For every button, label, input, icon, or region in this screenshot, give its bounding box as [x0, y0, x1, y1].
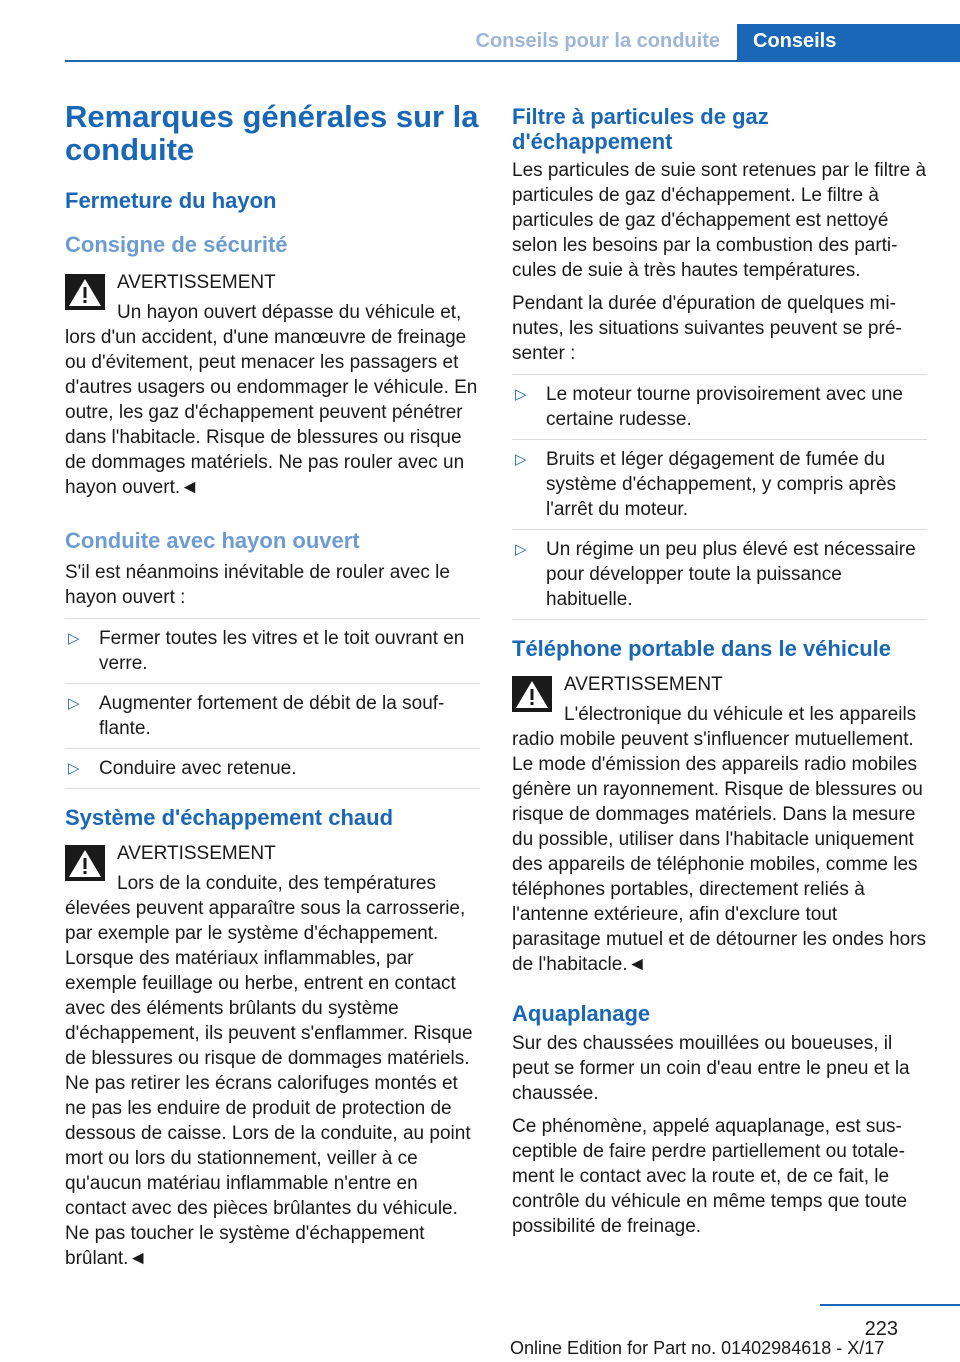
page-header [0, 0, 960, 62]
triangle-right-icon: ▷ [515, 451, 527, 468]
warning-text: L'électronique du véhicule et les appareils radio mobile peuvent s'influencer mutuellement. Le mode d'émission des appareils radio mobiles génère un rayonnement. Risque de blessures ou risque de dommages matériels. Dans la mesure du possible, utiliser dans l'habitacle uniquement des appareils de téléphonie mobiles, comme les téléphones portables, directement reliés à l'antenne extérieure, afin d'exclure tout parasitage mutuel et de détourner les ondes hors de l'habitacle.◄ [512, 704, 927, 975]
warning-triangle-icon [512, 676, 552, 712]
heading-systeme-echappement: Système d'échappement chaud [65, 805, 394, 830]
right-column [512, 100, 927, 1247]
warning-triangle-icon [65, 845, 105, 881]
triangle-right-icon: ▷ [68, 760, 80, 777]
warning-block [65, 270, 480, 500]
subheading-consigne-securite: Consigne de sécurité [65, 232, 288, 257]
list-item: ▷ Bruits et léger dégagement de fumée du système d'échappement, y compris après l'arrêt du moteur. [512, 440, 927, 530]
page-title: Remarques générales sur la conduite [65, 99, 479, 167]
heading-fermeture-hayon: Fermeture du hayon [65, 188, 277, 213]
header-rule [65, 60, 960, 62]
bullet-list [65, 618, 480, 789]
warning-text: Lors de la conduite, des températures élevées peuvent apparaître sous la carrosserie, par exemple par le système d'échappement. Lorsque des matériaux inflammables, par exemple feuillage ou herbe, entrent en contact avec des éléments brûlants du système d'échappement, ils peuvent s'enflammer. Risque de blessures ou risque de dommages matériels. Ne pas retirer les écrans calorifuges montés et ne pas les enduire de produit de protection de dessous de caisse. Lors de la conduite, au point mort ou lors du stationnement, veiller à ce qu'aucun matériau inflammable n'entre en contact avec des pièces brûlantes du véhicule. Ne pas toucher le système d'échappement brûlant.◄ [65, 873, 473, 1269]
bullet-list [512, 374, 927, 620]
paragraph: Pendant la durée d'épuration de quelques minutes, les situations suivantes peuvent se présenter : [512, 293, 902, 364]
page-number: 223 [864, 1318, 898, 1340]
paragraph: Sur des chaussées mouillées ou boueuses, il peut se former un coin d'eau entre le pneu et la chaussée. [512, 1033, 910, 1104]
triangle-right-icon: ▷ [68, 695, 80, 712]
left-column [65, 100, 480, 1285]
list-item: ▷ Fermer toutes les vitres et le toit ouvrant en verre. [65, 618, 480, 684]
list-item: ▷ Conduire avec retenue. [65, 749, 480, 789]
paragraph: Ce phénomène, appelé aquaplanage, est susceptible de faire perdre partiellement ou totalement le contact avec la route et, de ce fait, le contrôle du véhicule en même temps que toute possibilité de freinage. [512, 1116, 908, 1237]
paragraph: S'il est néanmoins inévitable de rouler avec le hayon ouvert : [65, 562, 450, 608]
warning-label: AVERTISSEMENT [117, 272, 276, 293]
heading-filtre-particules: Filtre à particules de gaz d'échappement [512, 104, 769, 154]
warning-block [65, 841, 480, 1271]
warning-block [512, 672, 927, 977]
warning-text: Un hayon ouvert dépasse du véhicule et, lors d'un accident, d'une manœuvre de freinage ou d'évitement, peut menacer les passagers et d'autres usagers ou endommager le véhicule. En outre, les gaz d'échappement peuvent pénétrer dans l'habitacle. Risque de blessures ou risque de dommages matériels. Ne pas rouler avec un hayon ouvert.◄ [65, 302, 478, 498]
subheading-conduite-hayon-ouvert: Conduite avec hayon ouvert [65, 528, 360, 553]
warning-label: AVERTISSEMENT [564, 674, 723, 695]
header-section-tab: Conseils [737, 24, 960, 62]
heading-aquaplanage: Aquaplanage [512, 1001, 651, 1026]
footer-rule [820, 1304, 960, 1306]
list-item: ▷ Le moteur tourne provisoirement avec une certaine rudesse. [512, 374, 927, 440]
triangle-right-icon: ▷ [515, 541, 527, 558]
warning-triangle-icon [65, 274, 105, 310]
triangle-right-icon: ▷ [515, 386, 527, 403]
paragraph: Les particules de suie sont retenues par le filtre à particules de gaz d'échappement. Le filtre à particules de gaz d'échappement est nettoyé selon les besoins par la combustion des particules de suie à très hautes températures. [512, 160, 927, 281]
heading-telephone-portable: Téléphone portable dans le véhicule [512, 636, 891, 661]
list-item: ▷ Augmenter fortement de débit de la soufflante. [65, 684, 480, 749]
triangle-right-icon: ▷ [68, 630, 80, 647]
edition-note: Online Edition for Part no. 01402984618 - X/17 [510, 1338, 885, 1358]
list-item: ▷ Un régime un peu plus élevé est nécessaire pour développer toute la puissance habituelle. [512, 530, 927, 620]
header-breadcrumb: Conseils pour la conduite [475, 30, 720, 52]
warning-label: AVERTISSEMENT [117, 843, 276, 864]
